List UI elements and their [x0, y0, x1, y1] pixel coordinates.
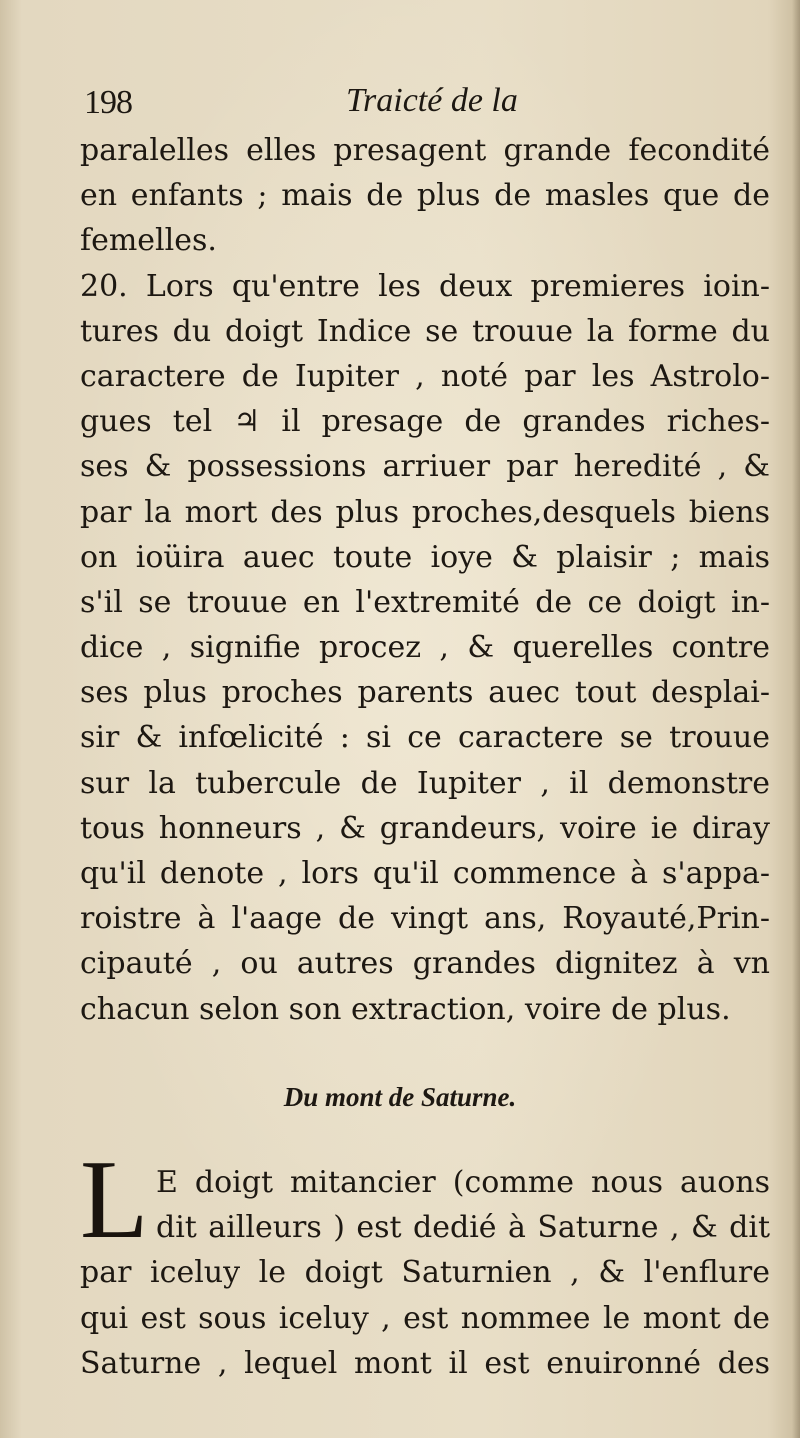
text-line: 20. Lors qu'entre les deux premieres ioin- — [80, 268, 770, 304]
text-line: tous honneurs , & grandeurs, voire ie diray — [80, 810, 770, 846]
text-line: qu'il denote , lors qu'il commence à s'appa- — [80, 856, 770, 891]
page-edge-shadow — [792, 0, 800, 1438]
text-line: Saturne , lequel mont il est enuironné des — [80, 1345, 770, 1381]
paragraph-jupiter — [80, 128, 770, 1032]
text-line: par iceluy le doigt Saturnien , & l'enflure — [80, 1255, 770, 1291]
text-line: ses & possessions arriuer par heredité , & — [80, 449, 770, 485]
text-line: qui est sous iceluy , est nommee le mont de — [80, 1300, 770, 1336]
text-line: paralelles elles presagent grande fecondité — [80, 133, 770, 168]
drop-cap: L — [80, 1138, 149, 1262]
text-line: ses plus proches parents auec tout desplai- — [80, 675, 770, 711]
text-line: sir & infœlicité : si ce caractere se trouue — [80, 720, 770, 756]
text-line: femelles. — [80, 223, 217, 259]
text-line: cipauté , ou autres grandes dignitez à vn — [80, 946, 770, 982]
text-line: s'il se trouue en l'extremité de ce doigt in- — [80, 584, 770, 620]
text-line: tures du doigt Indice se trouue la forme du — [80, 313, 770, 349]
page-number: 198 — [84, 84, 132, 121]
text-line: on ioüira auec toute ioye & plaisir ; mais — [80, 539, 770, 575]
paragraph-saturne — [80, 1160, 770, 1386]
text-line: chacun selon son extraction, voire de plus. — [80, 991, 731, 1027]
text-line: dice , signifie procez , & querelles contre — [80, 630, 770, 666]
text-line: sur la tubercule de Iupiter , il demonstre — [80, 765, 770, 801]
text-line: gues tel ♃ il presage de grandes riches- — [80, 404, 770, 440]
text-line: roistre à l'aage de vingt ans, Royauté,Prin- — [80, 901, 770, 937]
text-line: en enfants ; mais de plus de masles que de — [80, 178, 770, 214]
text-line: dit ailleurs ) est dedié à Saturne , & dit — [156, 1210, 770, 1246]
running-head: Traicté de la — [346, 82, 518, 119]
text-line: caractere de Iupiter , noté par les Astrolo- — [80, 358, 770, 394]
page-header — [84, 78, 774, 128]
text-line: par la mort des plus proches,desquels biens — [80, 494, 770, 530]
section-heading: Du mont de Saturne. — [283, 1082, 517, 1112]
text-line: E doigt mitancier (comme nous auons — [156, 1165, 770, 1200]
